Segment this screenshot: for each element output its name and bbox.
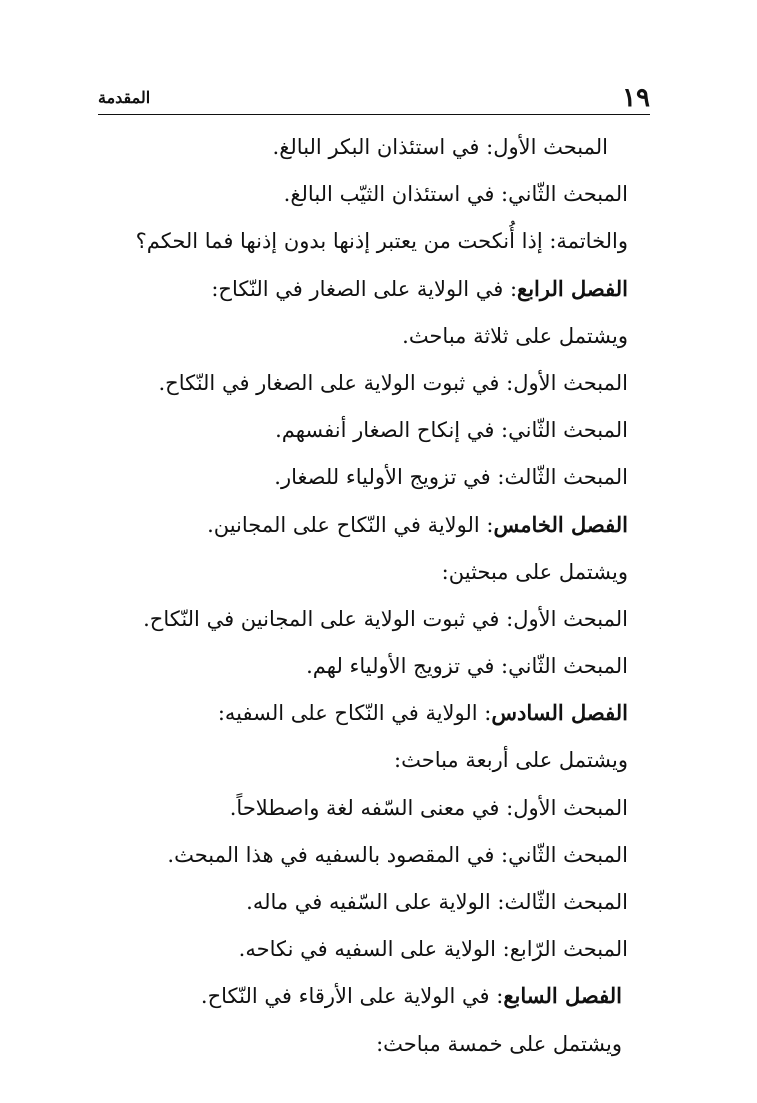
text-line [150,1020,628,1067]
line-text: المبحث الثّاني: في استئذان الثيّب البالغ. [283,182,628,207]
text-line [150,453,628,500]
chapter-heading: الفصل السادس [491,700,628,726]
chapter-heading: الفصل السابع [503,983,622,1009]
page-number: ١٩ [622,83,650,113]
line-text: ويشتمل على ثلاثة مباحث. [402,323,628,348]
line-text: ويشتمل على أربعة مباحث: [394,748,628,773]
line-text: ويشتمل على مبحثين: [441,559,628,584]
line-text: : الولاية في النّكاح على السفيه: [217,701,492,726]
text-line [150,878,628,925]
text-line [150,170,628,217]
line-text: المبحث الأول: في معنى السّفه لغة واصطلاحاً. [229,795,628,820]
line-text: المبحث الأول: في ثبوت الولاية على الصغار في النّكاح. [158,370,628,395]
line-text: المبحث الأول: في ثبوت الولاية على المجانين في النّكاح. [143,606,628,631]
page-body [135,123,628,1067]
text-line [150,406,628,453]
page-header [98,82,650,115]
line-text: المبحث الثّاني: في إنكاح الصغار أنفسهم. [275,418,628,443]
line-text: المبحث الثّالث: الولاية على السّفيه في ماله. [246,890,628,914]
text-line [150,501,628,548]
text-line [150,784,628,831]
text-line [143,595,628,642]
text-line [150,359,628,406]
line-text: المبحث الأول: في استئذان البكر البالغ. [272,135,608,159]
line-text: المبحث الثّاني: في تزويج الأولياء لهم. [306,654,628,679]
chapter-heading: الفصل الخامس [493,511,628,537]
running-title: المقدمة [98,88,151,107]
text-line [150,831,628,878]
text-line [150,736,628,783]
line-text: والخاتمة: إذا أُنكحت من يعتبر إذنها بدون إذنها فما الحكم؟ [135,229,628,254]
line-text: المبحث الثّالث: في تزويج الأولياء للصغار. [274,465,628,490]
text-line [150,642,628,689]
chapter-heading: الفصل الرابع [517,275,628,301]
text-line [150,925,628,972]
line-text: المبحث الرّابع: الولاية على السفيه في نكاحه. [238,937,628,962]
text-line [150,123,628,170]
line-text: : في الولاية على الصغار في النّكاح: [211,276,518,301]
text-line [150,312,628,359]
text-line [150,548,628,595]
text-line [150,265,628,312]
text-line [150,689,628,736]
line-text: المبحث الثّاني: في المقصود بالسفيه في هذا المبحث. [167,842,628,867]
text-line [150,972,628,1019]
line-text: : في الولاية على الأرقاء في النّكاح. [200,984,504,1009]
line-text: : الولاية في النّكاح على المجانين. [207,512,494,537]
line-text: ويشتمل على خمسة مباحث: [376,1031,622,1056]
text-line [135,217,628,264]
